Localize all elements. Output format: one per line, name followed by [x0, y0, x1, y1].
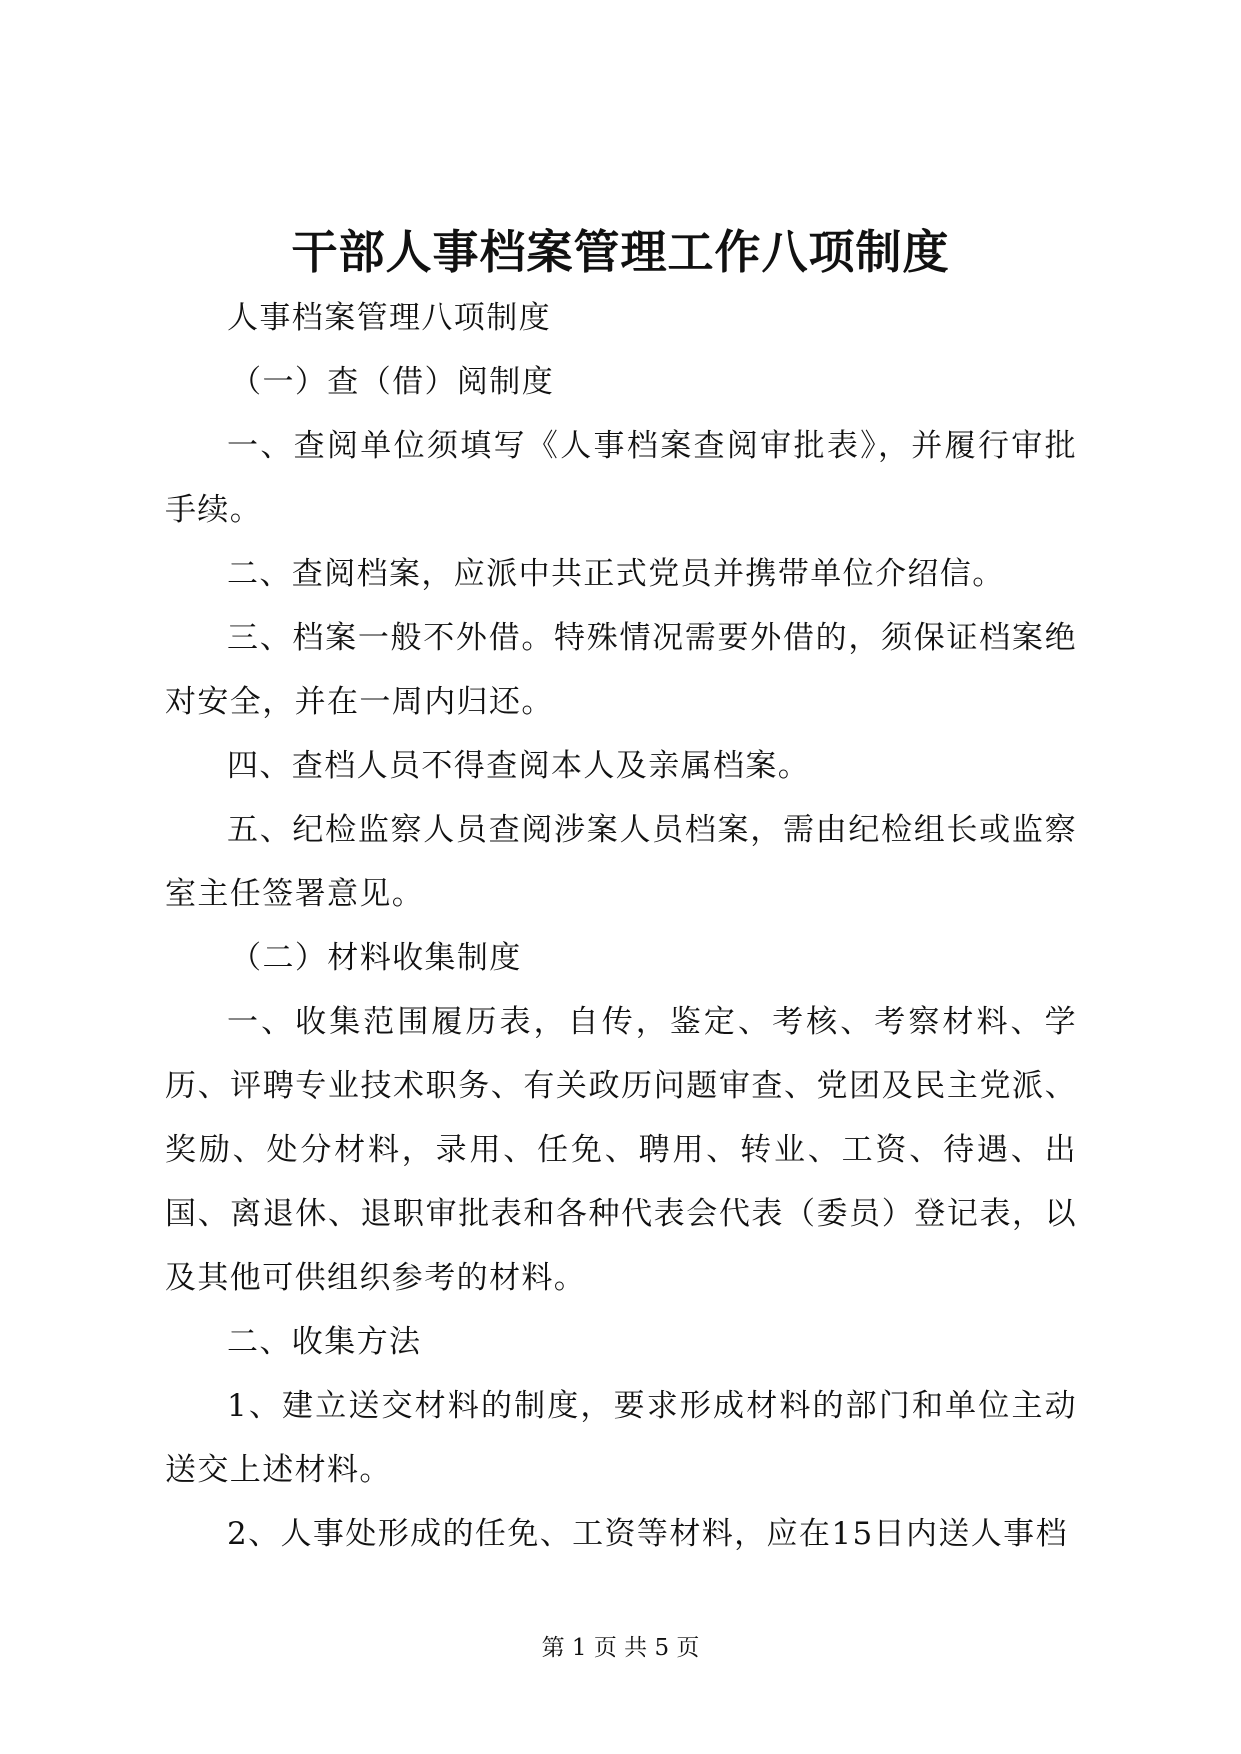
section-heading-borrow-rules: （一）查（借）阅制度	[230, 364, 555, 400]
page-footer	[0, 1633, 1241, 1663]
section-heading-collection-rules: （二）材料收集制度	[230, 940, 522, 976]
page-number-label: 第 1 页 共 5 页	[541, 1635, 700, 1661]
paragraph-item: 三、档案一般不外借。特殊情况需要外借的，须保证档案绝对安全，并在一周内归还。	[165, 620, 1077, 720]
paragraph-item: 二、查阅档案，应派中共正式党员并携带单位介绍信。	[227, 556, 1005, 592]
paragraph-item: 五、纪检监察人员查阅涉案人员档案，需由纪检组长或监察室主任签署意见。	[165, 812, 1077, 912]
paragraph-item: 四、查档人员不得查阅本人及亲属档案。	[227, 748, 811, 784]
paragraph-item: 一、查阅单位须填写《人事档案查阅审批表》，并履行审批手续。	[165, 428, 1077, 528]
paragraph-item: 1、建立送交材料的制度，要求形成材料的部门和单位主动送交上述材料。	[165, 1388, 1077, 1488]
paragraph-subtitle: 人事档案管理八项制度	[227, 300, 551, 336]
paragraph-item: 二、收集方法	[227, 1324, 422, 1360]
document-body	[165, 286, 1077, 1566]
paragraph-item: 2、人事处形成的任免、工资等材料，应在15日内送人事档	[227, 1516, 1068, 1552]
paragraph-item: 一、收集范围履历表，自传，鉴定、考核、考察材料、学历、评聘专业技术职务、有关政历问题审查、党团及民主党派、奖励、处分材料，录用、任免、聘用、转业、工资、待遇、出国、离退休、退职审批表和各种代表会代表（委员）登记表，以及其他可供组织参考的材料。	[165, 1004, 1077, 1296]
document-title: 干部人事档案管理工作八项制度	[291, 225, 950, 279]
